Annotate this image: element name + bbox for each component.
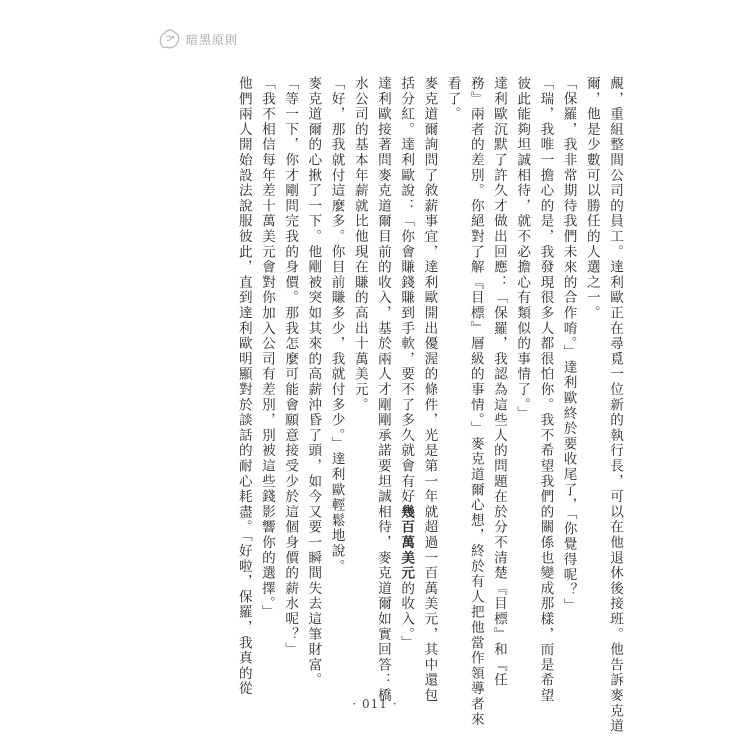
text-line <box>301 76 324 688</box>
text-run: 達利歐沉默了許久才做出回應：「保羅，我認為這些人的問題在於分不清楚『目標』和『任 <box>490 76 507 688</box>
text-line <box>417 76 440 704</box>
text-line <box>255 76 278 676</box>
text-line <box>487 76 510 688</box>
text-line <box>394 76 417 676</box>
page-number: · 011 · <box>352 697 398 711</box>
book-logo-icon <box>156 26 182 52</box>
text-run: 麥克道爾的心揪了一下。他剛被突如其來的高薪沖昏了頭，如今又要一瞬間失去這筆財富。 <box>305 76 322 688</box>
text-line <box>580 76 603 676</box>
text-run: 的收入。」 <box>398 580 415 651</box>
bold-phrase: 幾百萬美元 <box>398 504 415 581</box>
text-run: 看了。 <box>444 76 461 122</box>
text-run: 「好，那我就付這麼多。你目前賺多少，我就付多少。」達利歐輕鬆地說。 <box>328 76 345 575</box>
text-run: 達利歐接著問麥克道爾目前的收入，基於兩人才剛剛承諾要坦誠相待，麥克道爾如實回答：橋 <box>374 76 391 704</box>
text-run: 「我不相信每年差十萬美元會對你加入公司有差別，別被這些錢影響你的選擇。」 <box>258 76 275 620</box>
text-line <box>348 76 371 676</box>
text-run: 水公司的基本年薪就比他現在賺的高出十萬美元。 <box>351 76 368 413</box>
text-run: 麥克道爾詢問了敘薪事宜，達利歐開出優渥的條件，光是第一年就超過一百萬美元，其中還包 <box>421 76 438 704</box>
text-line <box>324 76 347 676</box>
text-line <box>464 76 487 728</box>
text-run: 覤，重組整間公司的員工。達利歐正在尋覓一位新的執行長，可以在他退休後接班。他告訴麥克道 <box>607 76 623 734</box>
text-line <box>278 76 301 676</box>
text-run: 他們兩人開始設法說服彼此，直到達利歐明顯對於談話的耐心耗盡。「好啦，保羅，我真的從 <box>235 76 252 697</box>
text-line <box>232 76 255 697</box>
header-title: 暗黑原則 <box>186 32 239 47</box>
running-header <box>156 26 238 52</box>
text-line <box>556 76 579 676</box>
text-line <box>533 76 556 704</box>
text-line <box>371 76 394 704</box>
text-run: 「瑞，我唯一擔心的是，我發現很多人都很怕你。我不希望我們的關係也變成那樣，而是希望 <box>537 76 554 704</box>
text-line <box>510 76 533 676</box>
text-line <box>603 76 626 734</box>
text-run: 彼此能夠坦誠相待，就不必擔心有類似的事情了。」 <box>514 76 531 422</box>
text-run: 「等一下，你才剛問完我的身價。那我怎麼可能會願意接受少於這個身價的薪水呢？」 <box>282 76 299 658</box>
text-run: 括分紅。達利歐說：「你會賺錢賺到手軟，要不了多久就會有好 <box>398 76 415 505</box>
text-run: 「保羅，我非常期待我們未來的合作唷。」達利歐終於要收尾了，「你覺得呢？」 <box>560 76 577 614</box>
text-run: 務』兩者的差別。你絕對了解『目標』層級的事情。」麥克道爾心想，終於有人把他當作領導者來 <box>467 76 484 728</box>
text-run: 爾，他是少數可以勝任的人選之一。 <box>583 76 600 321</box>
text-line <box>440 76 463 676</box>
